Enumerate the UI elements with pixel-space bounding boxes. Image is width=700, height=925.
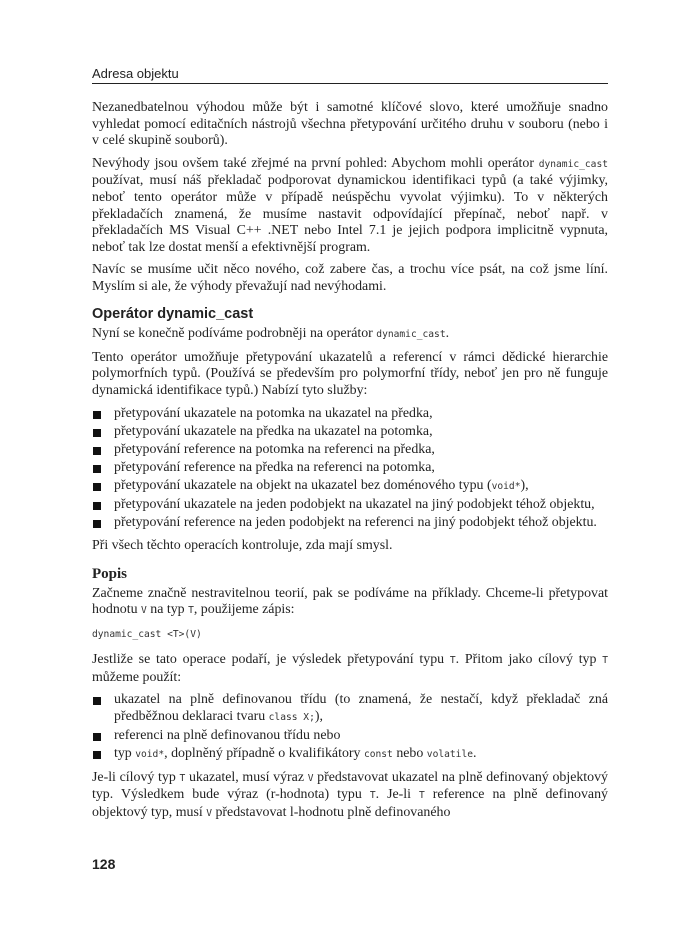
bullet-square-icon: [93, 447, 101, 455]
text: typ: [114, 746, 136, 761]
bullet-square-icon: [93, 751, 101, 759]
section1-paragraph-1: [92, 326, 608, 344]
inline-code: T: [602, 655, 609, 667]
intro-paragraph-1: Nezanedbatelnou výhodou může být i samotné klíčové slovo, které umožňuje snadno vyhledat pomocí editačních nástrojů všechna přetypování určitého druhu v souboru (nebo i v celé skupině souborů).: [92, 100, 608, 149]
inline-code: T: [449, 655, 456, 667]
text: ukazatel na plně definovanou třídu (to znamená, že nestačí, když překladač zná předběžnou deklaraci tvaru: [114, 692, 608, 724]
bullet-square-icon: [93, 411, 101, 419]
list-item: [92, 692, 608, 726]
bullet-square-icon: [93, 502, 101, 510]
code-example: dynamic_cast <T>(V): [92, 629, 202, 641]
inline-code: class X;: [268, 711, 315, 723]
text: na typ: [146, 602, 189, 618]
running-head: Adresa objektu: [92, 66, 179, 81]
inline-code: void*: [491, 480, 521, 492]
text: , doplněný případně o kvalifikátory: [164, 746, 364, 761]
list-item-text: přetypování reference na předka na referenci na potomka,: [114, 459, 435, 475]
services-list: [92, 406, 608, 532]
list-item: [92, 460, 608, 477]
text: ),: [520, 477, 529, 493]
text: .: [473, 746, 477, 761]
inline-code: T: [188, 605, 194, 617]
list-item: [92, 478, 608, 496]
list-item-text: přetypování ukazatele na předka na ukazatel na potomka,: [114, 423, 433, 439]
text: ukazatel, musí výraz: [185, 769, 308, 785]
list-item: [92, 406, 608, 423]
text: přetypování ukazatele na objekt na ukazatel bez doménového typu (: [114, 477, 492, 493]
section1-paragraph-2: Tento operátor umožňuje přetypování ukazatelů a referencí v rámci dědické hierarchie polymorfních typů. (Používá se především pro polymorfní třídy, neboť jen pro ně funguje dynamická identifikace typů.) Nabízí tyto služby:: [92, 349, 608, 398]
bullet-square-icon: [93, 520, 101, 528]
list-item-text: přetypování reference na jeden podobjekt na referenci na jiný podobjekt téhož objektu.: [114, 515, 597, 531]
header-rule: [92, 83, 608, 84]
list-item: [92, 442, 608, 459]
text: . Přitom jako cílový typ: [455, 652, 603, 668]
text: .: [445, 326, 450, 342]
text: můžeme použít:: [92, 669, 182, 685]
bullet-square-icon: [93, 697, 101, 705]
text: , použijeme zápis:: [193, 602, 295, 618]
inline-code: V: [141, 605, 147, 617]
inline-code: V: [307, 772, 314, 784]
bullet-square-icon: [93, 483, 101, 491]
section-heading-popis: Popis: [92, 566, 128, 583]
bullet-square-icon: [93, 733, 101, 741]
section-heading-dynamic-cast: Operátor dynamic_cast: [92, 305, 254, 322]
inline-code: T: [179, 772, 186, 784]
text: nebo: [392, 746, 427, 761]
intro-paragraph-2: [92, 156, 608, 257]
inline-code: dynamic_cast: [376, 329, 446, 341]
inline-code: const: [363, 749, 393, 760]
list-item: [92, 728, 608, 745]
list-item-text: přetypování reference na potomka na referenci na předka,: [114, 441, 435, 457]
text: Je-li cílový typ: [92, 769, 180, 785]
list-item-text: přetypování ukazatele na potomka na ukazatel na předka,: [114, 405, 433, 421]
text: Nyní se konečně podíváme podrobněji na operátor: [92, 326, 377, 342]
text: představovat ukazatel na plně definovaný objektový typ. Výsledkem bude výraz (r-hodnota) typu: [92, 769, 609, 803]
text: . Je-li: [375, 787, 419, 803]
text: reference na plně definovaný objektový typ, musí: [92, 787, 608, 820]
page-number: 128: [92, 856, 116, 872]
list-item: [92, 746, 608, 764]
section2-paragraph-3: [92, 770, 608, 823]
bullet-square-icon: [93, 465, 101, 473]
section2-paragraph-2: [92, 652, 608, 686]
list-item-text: referenci na plně definovanou třídu nebo: [114, 727, 341, 743]
text: Začneme značně nestravitelnou teorií, pak se podíváme na příklady. Chceme-li přetypovat hodnotu: [92, 585, 608, 618]
text: představovat l-hodnotu plně definovaného: [212, 804, 451, 820]
list-item-text: přetypování ukazatele na jeden podobjekt na ukazatel na jiný podobjekt téhož objektu,: [114, 496, 595, 512]
page-body: [92, 100, 608, 828]
inline-code: void*: [135, 749, 165, 760]
inline-code: V: [206, 807, 212, 819]
intro-paragraph-3: Navíc se musíme učit něco nového, což zabere čas, a trochu více psát, na což jsme líní. Myslím si ale, že výhody převažují nad nevýhodami.: [92, 262, 608, 294]
inline-code: volatile: [426, 749, 474, 760]
list-item: [92, 515, 608, 532]
target-types-list: [92, 692, 608, 763]
bullet-square-icon: [93, 429, 101, 437]
list-item: [92, 424, 608, 441]
section2-paragraph-1: [92, 586, 608, 620]
inline-code: dynamic_cast: [538, 158, 608, 170]
section1-paragraph-3: Při všech těchto operacích kontroluje, zda mají smysl.: [92, 537, 393, 553]
list-item: [92, 497, 608, 514]
inline-code: T: [369, 790, 376, 802]
text: používat, musí náš překladač podporovat dynamickou identifikaci typů (a také výjimky, neboť tento operátor může v případě neúspěchu vyvolat výjimku). To v některých překladačích znamená, že musíme nastavit odpovídající přepínač, neboť např. v překladačích MS Visual C++ .NET nebo Intel 7.1 je jejich podpora implicitně vypnuta, neboť tak lze dostat menší a efektivnější program.: [92, 173, 608, 255]
inline-code: T: [419, 790, 425, 802]
text: Jestliže se tato operace podaří, je výsledek přetypování typu: [92, 652, 450, 668]
text: ),: [314, 708, 323, 724]
text: Nevýhody jsou ovšem také zřejmé na první pohled: Abychom mohli operátor: [92, 155, 539, 171]
